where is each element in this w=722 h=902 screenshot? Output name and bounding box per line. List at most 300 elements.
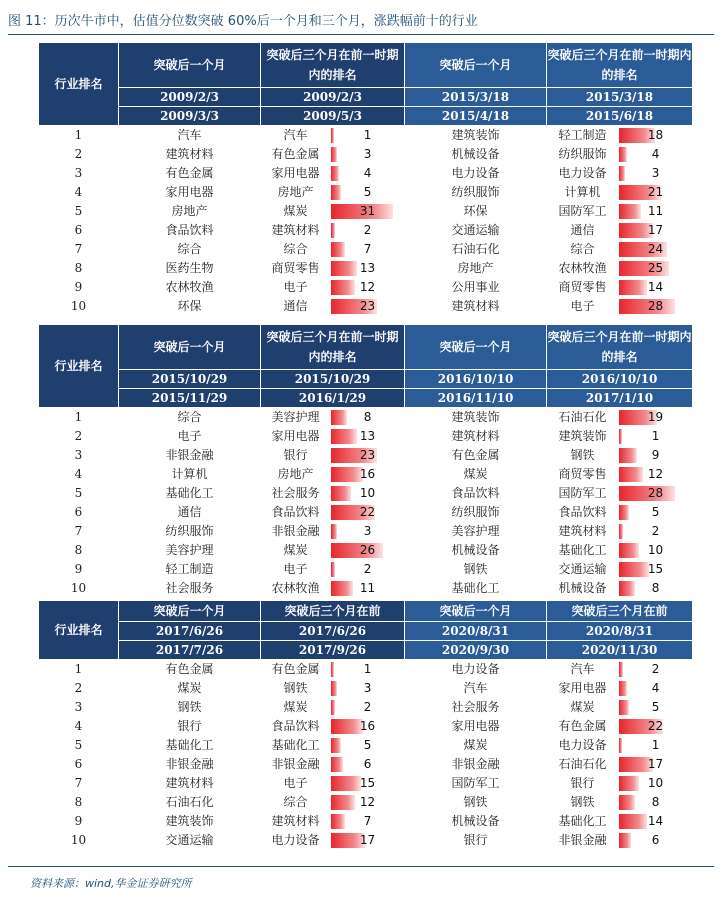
rank-value: 2	[363, 700, 372, 714]
rank-value-cell	[619, 717, 693, 736]
rank-value: 3	[651, 166, 660, 180]
industry-three-month: 综合	[261, 240, 331, 259]
table-row	[39, 736, 693, 755]
table-row	[39, 259, 693, 278]
rank-value-cell	[619, 202, 693, 221]
rank-value: 13	[359, 261, 376, 275]
industry-one-month: 石油石化	[119, 793, 261, 812]
rank-cell: 9	[39, 560, 119, 579]
rank-value: 1	[651, 429, 660, 443]
industry-three-month: 煤炭	[261, 202, 331, 221]
rank-value: 17	[359, 833, 376, 847]
industry-one-month: 美容护理	[405, 522, 547, 541]
period-end-date: 2015/4/18	[405, 107, 547, 126]
rank-value: 26	[359, 543, 376, 557]
rank-value-cell	[331, 221, 405, 240]
column-header: 突破后一个月	[119, 601, 261, 622]
industry-one-month: 建筑材料	[405, 297, 547, 316]
rank-value-cell	[331, 465, 405, 484]
period-end-date: 2009/3/3	[119, 107, 261, 126]
industry-three-month: 建筑装饰	[547, 427, 619, 446]
rank-value-cell	[331, 503, 405, 522]
industry-one-month: 建筑材料	[119, 145, 261, 164]
rank-value: 16	[359, 467, 376, 481]
rank-value: 14	[647, 814, 664, 828]
industry-one-month: 美容护理	[119, 541, 261, 560]
industry-three-month: 钢铁	[547, 446, 619, 465]
bottom-rule	[8, 866, 714, 867]
table-row	[39, 812, 693, 831]
rank-cell: 5	[39, 202, 119, 221]
industry-one-month: 农林牧渔	[119, 278, 261, 297]
rank-value-cell	[619, 408, 693, 427]
rank-value: 8	[651, 795, 660, 809]
industry-three-month: 有色金属	[261, 660, 331, 679]
table-row	[39, 774, 693, 793]
industry-three-month: 电力设备	[547, 736, 619, 755]
rank-value: 4	[651, 681, 660, 695]
industry-three-month: 有色金属	[261, 145, 331, 164]
rank-value: 3	[363, 524, 372, 538]
rank-value: 2	[363, 223, 372, 237]
rank-value: 21	[647, 185, 664, 199]
rank-cell: 6	[39, 503, 119, 522]
rank-value-cell	[619, 522, 693, 541]
rank-cell: 2	[39, 145, 119, 164]
rank-value-cell	[619, 240, 693, 259]
rank-cell: 4	[39, 717, 119, 736]
period-start-date: 2009/2/3	[119, 88, 261, 107]
rank-cell: 9	[39, 278, 119, 297]
industry-three-month: 石油石化	[547, 408, 619, 427]
rank-value: 12	[359, 280, 376, 294]
rank-value-cell	[619, 793, 693, 812]
industry-three-month: 电子	[547, 297, 619, 316]
ranking-table-2	[38, 324, 693, 598]
rank-value-cell	[619, 579, 693, 598]
table-row	[39, 126, 693, 145]
industry-three-month: 食品饮料	[261, 503, 331, 522]
rank-value-cell	[331, 126, 405, 145]
rank-value-cell	[331, 736, 405, 755]
industry-one-month: 银行	[405, 831, 547, 850]
column-header: 突破后一个月	[405, 43, 547, 88]
rank-cell: 8	[39, 541, 119, 560]
table-row	[39, 793, 693, 812]
industry-one-month: 房地产	[405, 259, 547, 278]
period-start-date: 2015/3/18	[405, 88, 547, 107]
table-row	[39, 679, 693, 698]
industry-one-month: 电力设备	[405, 164, 547, 183]
industry-one-month: 纺织服饰	[405, 183, 547, 202]
industry-one-month: 基础化工	[119, 736, 261, 755]
table-row	[39, 503, 693, 522]
rank-value: 12	[647, 467, 664, 481]
rank-value-cell	[619, 221, 693, 240]
rank-cell: 7	[39, 240, 119, 259]
rank-value: 15	[647, 562, 664, 576]
industry-three-month: 石油石化	[547, 755, 619, 774]
rank-cell: 2	[39, 427, 119, 446]
industry-three-month: 电力设备	[261, 831, 331, 850]
source-note: 资料来源：wind,华金证券研究所	[30, 877, 192, 890]
industry-three-month: 家用电器	[261, 164, 331, 183]
industry-one-month: 机械设备	[405, 145, 547, 164]
column-header: 突破后一个月	[405, 325, 547, 370]
rank-value-cell	[619, 503, 693, 522]
industry-three-month: 煤炭	[261, 698, 331, 717]
column-header: 突破后一个月	[405, 601, 547, 622]
table-row	[39, 660, 693, 679]
industry-one-month: 煤炭	[405, 736, 547, 755]
rank-value: 7	[363, 814, 372, 828]
rank-value-cell	[331, 164, 405, 183]
industry-one-month: 环保	[405, 202, 547, 221]
industry-one-month: 银行	[119, 717, 261, 736]
rank-value: 3	[363, 681, 372, 695]
industry-one-month: 有色金属	[119, 660, 261, 679]
industry-one-month: 公用事业	[405, 278, 547, 297]
rank-value: 3	[363, 147, 372, 161]
rank-value: 16	[359, 719, 376, 733]
rank-value-cell	[619, 145, 693, 164]
rank-header: 行业排名	[39, 601, 119, 660]
industry-three-month: 银行	[547, 774, 619, 793]
industry-one-month: 国防军工	[405, 774, 547, 793]
period-end-date: 2017/9/26	[261, 641, 405, 660]
table-row	[39, 831, 693, 850]
rank-cell: 8	[39, 259, 119, 278]
rank-value-cell	[331, 812, 405, 831]
rank-value-cell	[619, 484, 693, 503]
industry-one-month: 建筑装饰	[405, 408, 547, 427]
industry-one-month: 家用电器	[119, 183, 261, 202]
rank-value-cell	[331, 541, 405, 560]
industry-three-month: 非银金融	[261, 755, 331, 774]
table-row	[39, 145, 693, 164]
column-header: 突破后一个月	[119, 43, 261, 88]
rank-header: 行业排名	[39, 325, 119, 408]
industry-three-month: 电力设备	[547, 164, 619, 183]
rank-cell: 5	[39, 484, 119, 503]
rank-value-cell	[619, 755, 693, 774]
industry-three-month: 电子	[261, 278, 331, 297]
rank-value-cell	[331, 522, 405, 541]
industry-three-month: 食品饮料	[261, 717, 331, 736]
period-start-date: 2020/8/31	[405, 622, 547, 641]
industry-three-month: 电子	[261, 774, 331, 793]
table-row	[39, 427, 693, 446]
rank-value: 1	[363, 128, 372, 142]
table-row	[39, 446, 693, 465]
industry-three-month: 基础化工	[547, 812, 619, 831]
rank-cell: 3	[39, 446, 119, 465]
rank-value-cell	[331, 427, 405, 446]
rank-value: 23	[359, 299, 376, 313]
period-end-date: 2016/1/29	[261, 389, 405, 408]
column-header: 突破后三个月在前一时期内的排名	[547, 43, 693, 88]
period-start-date: 2016/10/10	[405, 370, 547, 389]
industry-three-month: 计算机	[547, 183, 619, 202]
table-row	[39, 164, 693, 183]
figure-title: 图 11：历次牛市中，估值分位数突破 60%后一个月和三个月，涨跌幅前十的行业	[8, 14, 478, 29]
ranking-table-3	[38, 600, 693, 850]
industry-one-month: 电子	[119, 427, 261, 446]
rank-value-cell	[331, 408, 405, 427]
rank-value: 4	[651, 147, 660, 161]
rank-value-cell	[331, 660, 405, 679]
rank-value-cell	[619, 297, 693, 316]
industry-one-month: 钢铁	[405, 793, 547, 812]
rank-cell: 8	[39, 793, 119, 812]
industry-three-month: 社会服务	[261, 484, 331, 503]
industry-one-month: 建筑装饰	[405, 126, 547, 145]
industry-three-month: 通信	[547, 221, 619, 240]
industry-three-month: 基础化工	[547, 541, 619, 560]
industry-three-month: 家用电器	[261, 427, 331, 446]
rank-value: 5	[363, 738, 372, 752]
table-row	[39, 408, 693, 427]
rank-value: 11	[647, 204, 664, 218]
rank-value: 17	[647, 757, 664, 771]
rank-cell: 7	[39, 774, 119, 793]
industry-three-month: 有色金属	[547, 717, 619, 736]
industry-one-month: 纺织服饰	[119, 522, 261, 541]
rank-value: 25	[647, 261, 664, 275]
industry-one-month: 家用电器	[405, 717, 547, 736]
industry-three-month: 基础化工	[261, 736, 331, 755]
rank-value-cell	[619, 679, 693, 698]
rank-value-cell	[619, 660, 693, 679]
rank-header: 行业排名	[39, 43, 119, 126]
industry-one-month: 房地产	[119, 202, 261, 221]
rank-value: 12	[359, 795, 376, 809]
industry-three-month: 非银金融	[261, 522, 331, 541]
industry-three-month: 交通运输	[547, 560, 619, 579]
period-start-date: 2016/10/10	[547, 370, 693, 389]
rank-value-cell	[331, 259, 405, 278]
rank-value-cell	[619, 736, 693, 755]
industry-one-month: 交通运输	[119, 831, 261, 850]
industry-three-month: 商贸零售	[261, 259, 331, 278]
industry-three-month: 建筑材料	[261, 812, 331, 831]
rank-value-cell	[619, 183, 693, 202]
column-header: 突破后三个月在前一时期内的排名	[261, 325, 405, 370]
period-start-date: 2015/10/29	[261, 370, 405, 389]
rank-value: 13	[359, 429, 376, 443]
ranking-table-1	[38, 42, 693, 316]
table-row	[39, 541, 693, 560]
rank-value-cell	[331, 793, 405, 812]
rank-value-cell	[619, 164, 693, 183]
table-row	[39, 183, 693, 202]
industry-one-month: 食品饮料	[119, 221, 261, 240]
industry-three-month: 国防军工	[547, 202, 619, 221]
industry-three-month: 钢铁	[547, 793, 619, 812]
rank-cell: 1	[39, 660, 119, 679]
column-header: 突破后三个月在前一时期内的排名	[547, 325, 693, 370]
rank-value-cell	[331, 484, 405, 503]
industry-three-month: 通信	[261, 297, 331, 316]
industry-three-month: 美容护理	[261, 408, 331, 427]
rank-value-cell	[331, 297, 405, 316]
period-end-date: 2015/11/29	[119, 389, 261, 408]
industry-one-month: 建筑材料	[405, 427, 547, 446]
rank-cell: 10	[39, 297, 119, 316]
title-rule	[8, 34, 714, 35]
rank-value-cell	[619, 427, 693, 446]
industry-one-month: 基础化工	[119, 484, 261, 503]
rank-cell: 4	[39, 465, 119, 484]
industry-one-month: 非银金融	[119, 755, 261, 774]
industry-one-month: 社会服务	[119, 579, 261, 598]
rank-cell: 9	[39, 812, 119, 831]
industry-three-month: 汽车	[261, 126, 331, 145]
industry-three-month: 综合	[261, 793, 331, 812]
industry-one-month: 石油石化	[405, 240, 547, 259]
rank-value-cell	[619, 541, 693, 560]
industry-three-month: 煤炭	[547, 698, 619, 717]
industry-three-month: 农林牧渔	[547, 259, 619, 278]
period-start-date: 2015/3/18	[547, 88, 693, 107]
table-row	[39, 297, 693, 316]
industry-three-month: 钢铁	[261, 679, 331, 698]
table-row	[39, 221, 693, 240]
rank-value: 6	[363, 757, 372, 771]
industry-one-month: 环保	[119, 297, 261, 316]
industry-three-month: 食品饮料	[547, 503, 619, 522]
rank-value-cell	[619, 278, 693, 297]
table-row	[39, 560, 693, 579]
rank-value: 6	[651, 833, 660, 847]
rank-value-cell	[619, 774, 693, 793]
table-row	[39, 278, 693, 297]
column-header: 突破后三个月在前	[261, 601, 405, 622]
rank-value: 8	[363, 410, 372, 424]
industry-one-month: 非银金融	[119, 446, 261, 465]
period-end-date: 2015/6/18	[547, 107, 693, 126]
rank-cell: 10	[39, 579, 119, 598]
rank-value: 2	[363, 562, 372, 576]
industry-three-month: 商贸零售	[547, 465, 619, 484]
rank-value-cell	[331, 145, 405, 164]
rank-value: 10	[359, 486, 376, 500]
rank-value: 10	[647, 776, 664, 790]
rank-value: 22	[647, 719, 664, 733]
rank-value-cell	[331, 717, 405, 736]
industry-three-month: 银行	[261, 446, 331, 465]
rank-cell: 7	[39, 522, 119, 541]
rank-value: 2	[651, 662, 660, 676]
industry-one-month: 食品饮料	[405, 484, 547, 503]
industry-one-month: 通信	[119, 503, 261, 522]
rank-value: 5	[651, 700, 660, 714]
table-row	[39, 755, 693, 774]
column-header: 突破后三个月在前一时期内的排名	[261, 43, 405, 88]
industry-one-month: 计算机	[119, 465, 261, 484]
rank-cell: 2	[39, 679, 119, 698]
rank-cell: 3	[39, 698, 119, 717]
industry-three-month: 电子	[261, 560, 331, 579]
industry-one-month: 汽车	[119, 126, 261, 145]
industry-one-month: 煤炭	[405, 465, 547, 484]
industry-one-month: 医药生物	[119, 259, 261, 278]
rank-cell: 10	[39, 831, 119, 850]
rank-value: 19	[647, 410, 664, 424]
rank-value: 24	[647, 242, 664, 256]
period-start-date: 2017/6/26	[261, 622, 405, 641]
industry-one-month: 有色金属	[405, 446, 547, 465]
rank-value-cell	[331, 278, 405, 297]
rank-value-cell	[331, 755, 405, 774]
rank-value: 5	[651, 505, 660, 519]
rank-value: 14	[647, 280, 664, 294]
industry-one-month: 综合	[119, 240, 261, 259]
rank-cell: 1	[39, 408, 119, 427]
rank-cell: 4	[39, 183, 119, 202]
rank-cell: 1	[39, 126, 119, 145]
rank-value-cell	[619, 259, 693, 278]
rank-value: 7	[363, 242, 372, 256]
table-row	[39, 717, 693, 736]
industry-three-month: 建筑材料	[547, 522, 619, 541]
industry-three-month: 家用电器	[547, 679, 619, 698]
rank-value-cell	[331, 774, 405, 793]
rank-value: 28	[647, 486, 664, 500]
table-row	[39, 579, 693, 598]
rank-value-cell	[619, 465, 693, 484]
industry-one-month: 机械设备	[405, 541, 547, 560]
industry-one-month: 电力设备	[405, 660, 547, 679]
table-row	[39, 484, 693, 503]
rank-value-cell	[331, 831, 405, 850]
rank-value-cell	[619, 698, 693, 717]
table-row	[39, 698, 693, 717]
rank-value-cell	[619, 126, 693, 145]
rank-value: 17	[647, 223, 664, 237]
rank-value: 8	[651, 581, 660, 595]
industry-one-month: 有色金属	[119, 164, 261, 183]
rank-value: 31	[359, 204, 376, 218]
industry-one-month: 钢铁	[119, 698, 261, 717]
industry-three-month: 建筑材料	[261, 221, 331, 240]
industry-three-month: 轻工制造	[547, 126, 619, 145]
period-start-date: 2017/6/26	[119, 622, 261, 641]
industry-one-month: 汽车	[405, 679, 547, 698]
column-header: 突破后一个月	[119, 325, 261, 370]
rank-value: 18	[647, 128, 664, 142]
rank-value: 11	[359, 581, 376, 595]
period-start-date: 2020/8/31	[547, 622, 693, 641]
rank-value-cell	[331, 698, 405, 717]
industry-three-month: 汽车	[547, 660, 619, 679]
period-end-date: 2020/11/30	[547, 641, 693, 660]
industry-one-month: 交通运输	[405, 221, 547, 240]
period-end-date: 2017/1/10	[547, 389, 693, 408]
rank-value-cell	[331, 202, 405, 221]
industry-one-month: 建筑材料	[119, 774, 261, 793]
industry-three-month: 国防军工	[547, 484, 619, 503]
rank-value-cell	[331, 679, 405, 698]
industry-three-month: 商贸零售	[547, 278, 619, 297]
industry-three-month: 房地产	[261, 465, 331, 484]
rank-value: 4	[363, 166, 372, 180]
industry-one-month: 机械设备	[405, 812, 547, 831]
industry-one-month: 综合	[119, 408, 261, 427]
industry-one-month: 基础化工	[405, 579, 547, 598]
rank-value: 22	[359, 505, 376, 519]
rank-value: 1	[651, 738, 660, 752]
